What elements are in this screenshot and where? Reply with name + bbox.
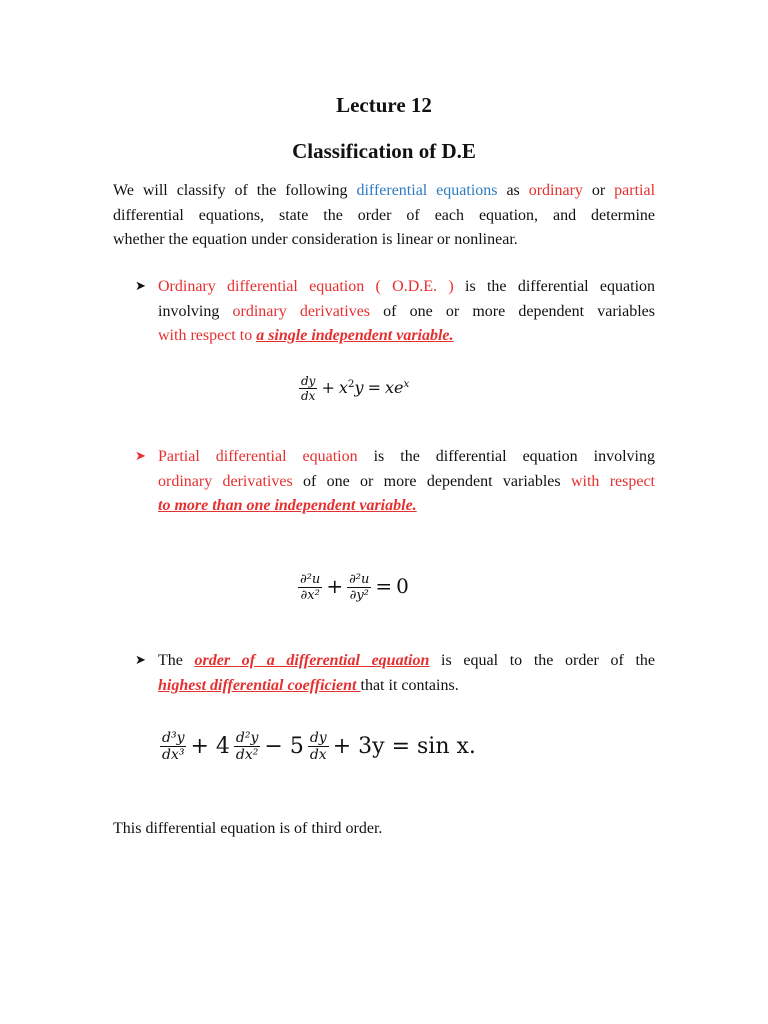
order-example-equation: $\frac{\text{d³y}}{\text{dx³}}$ + 4 $\frac{\text{d²y}}{\text{dx²}}$ − 5 $\frac{dy}{dx}$ + 3y = sin x. — [162, 730, 476, 763]
lecture-title: Lecture 12 — [336, 93, 432, 117]
pde-emphasis: to more than one independent variable. — [158, 497, 417, 514]
pde-example-equation: $\frac{\text{∂²u}}{\text{∂x²}}$ + $\frac{\text{∂²u}}{\text{∂y²}}$ = 0 — [300, 572, 409, 603]
order-definition: The order of a differential equation is equal to the order of the highest differential coefficient that it contains. — [158, 652, 655, 694]
order-emphasis: order of a differential equation — [194, 652, 430, 669]
order-emphasis-2: highest differential coefficient — [158, 676, 361, 694]
section-title: Classification of D.E — [292, 139, 476, 163]
intro-line-2: differential equations, state the order of each equation, and determine — [113, 206, 655, 224]
closing-sentence: This differential equation is of third order. — [113, 820, 383, 837]
intro-line-1: We will classify of the following differential equations as ordinary or partial — [113, 182, 656, 199]
arrow-bullet-icon: ➤ — [135, 448, 146, 463]
intro-paragraph — [113, 179, 655, 253]
arrow-bullet-icon: ➤ — [135, 652, 146, 667]
link-differential-equations: differential equations — [356, 182, 498, 199]
ode-term: Ordinary differential equation ( O.D.E. ) — [158, 278, 454, 295]
ode-example-equation: $\frac{dy}{dx}$ + $x^2y = xe^x$ — [301, 374, 410, 403]
intro-line-3: whether the equation under consideration is linear or nonlinear. — [113, 231, 518, 248]
pde-definition: Partial differential equation is the differential equation involving ordinary derivatives of one or more dependent variables with respect to more than one independent variable. — [158, 448, 656, 514]
pde-term: Partial differential equation — [158, 448, 358, 465]
ode-definition: Ordinary differential equation ( O.D.E. ) is the differential equation involving ordinary derivatives of one or more dependent variables with respect to a single independent variable. — [158, 278, 656, 344]
ode-emphasis: a single independent variable. — [256, 327, 454, 344]
arrow-bullet-icon: ➤ — [135, 278, 146, 293]
